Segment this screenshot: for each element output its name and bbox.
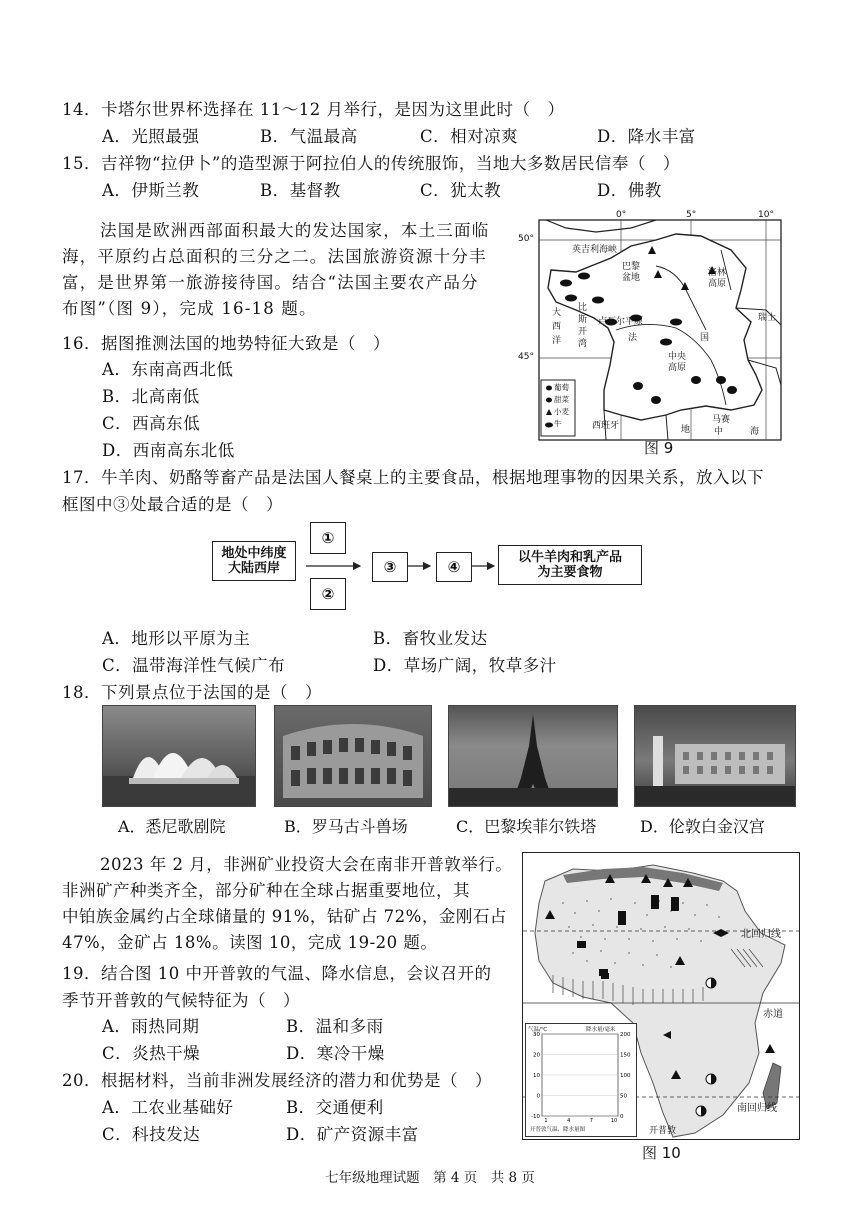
q19-stem-line-2: 季节开普敦的气候特征为（ ） [62,991,300,1010]
atlantic-label: 大 西 洋 [552,308,562,346]
temp-tick-label: -10 [531,1114,540,1120]
loire-plain-label: 卢瓦尔平原 [598,317,644,327]
lorraine-plateau-label: 洛林 高原 [708,268,727,289]
precip-tick-label: 50 [620,1093,627,1100]
q14-option-a: A．光照最强 [102,127,200,146]
q16-option-b: B．北高南低 [102,387,200,406]
paris-basin-label: 巴黎 盆地 [622,262,641,283]
temp-tick-label: 0 [536,1093,540,1100]
legend-grapes: 葡萄 [554,383,569,392]
lon-0-label: 0° [616,210,627,220]
capetown-label: 开普敦 [649,1126,677,1136]
switzerland-label: 瑞士 [758,313,777,323]
africa-intro-line: 中铂族金属约占全球储量的 91%，钴矿占 72%，金刚石占 [62,907,507,926]
figure-9-caption: 图 9 [644,439,674,457]
flow-box-4: ④ [436,552,472,582]
lat-45-label: 45° [518,352,534,362]
legend-wheat: 小麦 [554,407,569,416]
tropic-of-capricorn-label: 南回归线 [737,1103,777,1114]
equator-label: 赤道 [763,1009,783,1020]
precip-tick-label: 100 [620,1073,631,1079]
q19-stem-line-1: 19．结合图 10 中开普敦的气温、降水信息，会议召开的 [62,964,492,983]
precip-axis-label: 降水量/毫米 [586,1027,616,1033]
q20-option-b: B．交通便利 [286,1098,384,1117]
climate-chart-drawing [526,1024,636,1136]
france-intro [62,218,532,322]
q17-option-b: B．畜牧业发达 [373,629,488,648]
q16-stem: 16．据图推测法国的地势特征大致是（ ） [62,334,390,353]
temp-tick-label: 10 [533,1073,540,1079]
spain-label: 西班牙 [592,421,620,431]
month-tick-label: 7 [589,1118,593,1124]
q14-option-d: D．降水丰富 [597,127,696,146]
q18-option-c: C．巴黎埃菲尔铁塔 [456,817,597,836]
month-tick-label: 1 [544,1118,548,1124]
flow-end-box: 以牛羊肉和乳产品 为主要食物 [498,545,642,585]
france-intro-line: 法国是欧洲西部面积最大的发达国家，本土三面临 [100,221,490,240]
buckingham-palace-photo [634,705,796,807]
q16-option-a: A．东南高西北低 [102,360,234,379]
q15-option-a: A．伊斯兰教 [102,181,200,200]
q14-option-b: B．气温最高 [260,127,358,146]
q17-option-c: C．温带海洋性气候广布 [102,656,286,675]
q17-stem-line-1: 17．牛羊肉、奶酪等畜产品是法国人餐桌上的主要食品，根据地理事物的因果关系，放入以下 [62,468,764,487]
flow-start-box: 地处中纬度 大陆西岸 [212,541,296,581]
biscay-label: 比 斯 开 湾 [578,303,588,349]
colosseum-photo [274,705,432,807]
flow-box-2: ② [310,578,346,610]
africa-intro-line: 2023 年 2 月，非洲矿业投资大会在南非开普敦举行。 [100,855,513,874]
figure-10-caption: 图 10 [642,1144,681,1162]
q19-option-c: C．炎热干燥 [102,1044,201,1063]
q14-option-c: C．相对凉爽 [420,127,519,146]
lon-10-label: 10° [758,210,774,220]
month-tick-label: 4 [567,1118,571,1124]
france-agriculture-map [518,210,784,442]
english-channel-label: 英吉利海峡 [572,245,618,255]
page-footer: 七年级地理试题 第 4 页 共 8 页 [325,1170,535,1186]
q18-option-a: A．悉尼歌剧院 [118,817,226,836]
q20-option-d: D．矿产资源丰富 [286,1125,419,1144]
q20-option-a: A．工农业基础好 [102,1098,234,1117]
precip-tick-label: 150 [620,1052,631,1059]
temp-tick-label: 20 [533,1052,540,1059]
q14-stem: 14．卡塔尔世界杯选择在 11～12 月举行，是因为这里此时（ ） [62,100,565,119]
temp-axis-label: 气温/℃ [528,1027,548,1033]
month-tick-label: 10 [610,1118,618,1124]
france-intro-line: 富，是世界第一旅游接待国。结合“法国主要农产品分 [62,273,479,292]
q15-option-d: D．佛教 [597,181,662,200]
q15-option-c: C．犹太教 [420,181,502,200]
marseille-label: 马赛 [712,415,731,425]
tropic-of-cancer-label: 北回归线 [741,929,781,940]
q17-stem-line-2: 框图中③处最合适的是（ ） [62,495,283,514]
q17-option-d: D．草场广阔，牧草多汁 [373,656,557,675]
map-legend [554,382,569,430]
climate-chart-caption: 开普敦气温、降水量图 [530,1127,586,1133]
precip-tick-label: 0 [620,1114,624,1120]
eiffel-tower-photo [448,705,618,807]
q16-option-d: D．西南高东北低 [102,441,235,460]
capetown-climate-chart [525,1023,637,1137]
q19-option-b: B．温和多雨 [286,1017,384,1036]
legend-beet: 甜菜 [554,395,569,404]
africa-intro-line: 非洲矿产种类齐全，部分矿种在全球占据重要地位，其 [62,881,470,900]
q18-option-b: B．罗马古斗兽场 [284,817,408,836]
sydney-opera-house-photo [102,705,256,807]
africa-intro [62,852,532,956]
med-hai-label: 海 [750,427,760,437]
q15-stem: 15．吉祥物“拉伊卜”的造型源于阿拉伯人的传统服饰，当地大多数居民信奉（ ） [62,154,680,173]
q18-option-d: D．伦敦白金汉宫 [640,817,765,836]
france-fa-label: 法 [628,333,638,343]
lat-50-label: 50° [518,234,534,244]
q20-stem: 20．根据材料，当前非洲发展经济的潜力和优势是（ ） [62,1071,492,1090]
africa-intro-line: 47%，金矿占 18%。读图 10，完成 19-20 题。 [62,933,438,952]
flow-box-1: ① [310,522,346,554]
q17-option-a: A．地形以平原为主 [102,629,251,648]
temp-tick-label: 30 [533,1032,540,1038]
q15-option-b: B．基督教 [260,181,341,200]
q19-option-a: A．雨热同期 [102,1017,200,1036]
med-di-label: 地 [681,425,691,435]
africa-minerals-map [522,852,800,1140]
france-intro-line: 布图”（图 9），完成 16-18 题。 [62,299,317,318]
q18-stem: 18．下列景点位于法国的是（ ） [62,683,322,702]
med-zhong-label: 中 [714,427,724,437]
legend-cattle: 牛 [554,419,562,428]
q16-option-c: C．西高东低 [102,414,201,433]
q20-option-c: C．科技发达 [102,1125,201,1144]
precip-tick-label: 200 [620,1032,631,1038]
q19-option-d: D．寒冷干燥 [286,1044,385,1063]
lon-5-label: 5° [686,210,697,220]
france-intro-line: 海，平原约占总面积的三分之二。法国旅游资源十分丰 [62,247,487,266]
central-massif-label: 中央 高原 [668,352,687,373]
france-guo-label: 国 [700,333,710,343]
flow-box-3: ③ [372,552,408,582]
